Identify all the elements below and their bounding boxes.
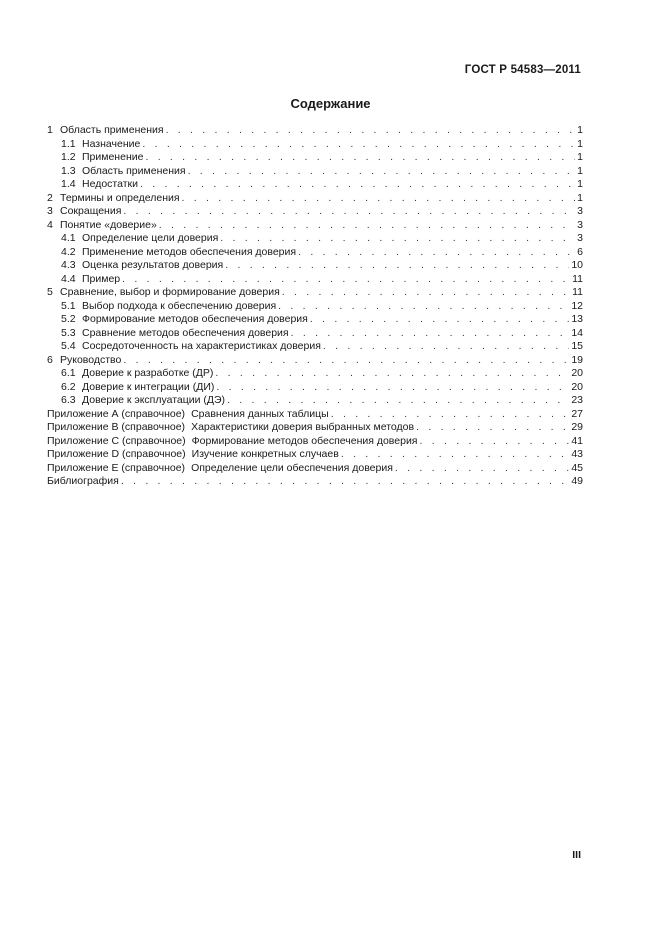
toc-entry[interactable] [47,232,583,246]
dot-leader [123,354,569,368]
toc-entry-number: 6 [47,353,53,366]
toc-entry-title: Пример [82,272,121,285]
appendix-label: Приложение Е (справочное) [47,461,186,474]
toc-entry[interactable] [47,259,583,273]
toc-entry-title: Формирование методов обеспечения доверия [82,313,308,325]
toc-entry[interactable] [47,219,583,233]
toc-entry-title: Характеристики доверия выбранных методов [191,421,415,433]
toc-entry-title: Формирование методов обеспечения доверия [191,434,418,447]
toc-entry-page: 1 [577,191,583,204]
toc-entry[interactable] [47,381,583,395]
dot-leader [282,286,570,300]
toc-entry-title: Применение методов обеспечения доверия [82,245,297,258]
toc-entry-title: Термины и определения [60,191,180,204]
dot-leader [145,151,575,165]
dot-leader [166,124,576,138]
appendix-label: Приложение В (справочное) [47,421,186,433]
document-code: ГОСТ Р 54583—2011 [464,64,581,76]
toc-title: Содержание [290,96,371,111]
dot-leader [291,327,570,341]
dot-leader [188,165,576,179]
toc-appendix-entry[interactable] [47,421,583,435]
toc-entry-title: Изучение конкретных случаев [191,448,339,460]
toc-entry-page: 6 [577,245,583,258]
toc-entry[interactable] [47,327,583,341]
dot-leader [216,381,569,395]
toc-entry-page: 1 [577,151,583,163]
toc-entry-page: 45 [571,461,583,474]
toc-entry-number: 1.1 [61,137,76,150]
toc-appendix-entry[interactable] [47,408,583,422]
toc-entry-number: 3 [47,205,53,217]
toc-entry-title: Доверие к интеграции (ДИ) [82,380,215,393]
dot-leader [310,313,569,327]
toc-entry-page: 3 [577,218,583,231]
toc-entry-title: Сравнение, выбор и формирование доверия [60,286,280,298]
toc-entry-number: 6.2 [61,380,76,393]
toc-entry[interactable] [47,475,583,489]
toc-entry-title: Применение [82,151,144,163]
table-of-contents [47,124,583,489]
toc-entry[interactable] [47,246,583,260]
toc-entry[interactable] [47,205,583,219]
toc-entry-title: Сосредоточенность на характеристиках доверия [82,340,321,352]
toc-entry-number: 1.3 [61,164,76,177]
appendix-label: Приложение С (справочное) [47,434,186,447]
toc-entry-title: Назначение [82,137,141,150]
dot-leader [341,448,569,462]
toc-entry-number: 5.4 [61,340,76,352]
toc-entry-title: Понятие «доверие» [60,218,157,231]
toc-entry-title: Сравнения данных таблицы [191,407,329,420]
dot-leader [416,421,569,435]
dot-leader [159,219,575,233]
dot-leader [220,232,575,246]
toc-entry-number: 1.4 [61,178,76,190]
toc-entry-number: 6.3 [61,394,76,406]
toc-entry-number: 2 [47,191,53,204]
dot-leader [331,408,570,422]
toc-entry-page: 14 [571,326,583,339]
toc-appendix-entry[interactable] [47,448,583,462]
toc-entry[interactable] [47,138,583,152]
dot-leader [123,205,575,219]
toc-entry-title: Выбор подхода к обеспечению доверия [82,299,277,312]
toc-entry-page: 41 [571,434,583,447]
toc-entry-title: Область применения [82,164,186,177]
toc-entry-page: 20 [571,380,583,393]
toc-entry-page: 27 [571,407,583,420]
page-number: III [572,849,581,861]
dot-leader [122,273,570,287]
toc-entry-page: 49 [571,475,583,487]
toc-entry-number: 1 [47,124,53,136]
toc-entry-page: 20 [571,367,583,379]
dot-leader [278,300,569,314]
dot-leader [323,340,569,354]
toc-entry-page: 29 [571,421,583,433]
toc-entry-title: Доверие к эксплуатации (ДЭ) [82,394,226,406]
toc-appendix-entry[interactable] [47,462,583,476]
toc-appendix-entry[interactable] [47,435,583,449]
toc-entry-page: 1 [577,124,583,136]
toc-entry-title: Оценка результатов доверия [82,259,224,271]
toc-entry-title: Область применения [60,124,164,136]
toc-entry-number: 5.1 [61,299,76,312]
toc-entry-page: 19 [571,353,583,366]
toc-entry-page: 1 [577,178,583,190]
toc-entry-number: 6.1 [61,367,76,379]
toc-entry-page: 15 [571,340,583,352]
dot-leader [182,192,576,206]
toc-entry-page: 10 [571,259,583,271]
dot-leader [395,462,569,476]
toc-entry[interactable] [47,192,583,206]
toc-entry[interactable] [47,354,583,368]
toc-entry-title: Доверие к разработке (ДР) [82,367,214,379]
toc-entry-title: Недостатки [82,178,138,190]
toc-entry-number: 5 [47,286,53,298]
toc-entry-page: 11 [572,272,583,285]
toc-entry-number: 1.2 [61,151,76,163]
toc-entry-page: 1 [577,164,583,177]
toc-entry[interactable] [47,178,583,192]
toc-entry-title: Библиография [47,475,119,487]
toc-entry-number: 4.2 [61,245,76,258]
dot-leader [298,246,575,260]
toc-entry-page: 11 [572,286,583,298]
toc-entry[interactable] [47,340,583,354]
appendix-label: Приложение А (справочное) [47,407,186,420]
toc-entry-number: 4 [47,218,53,231]
dot-leader [225,259,569,273]
dot-leader [121,475,569,489]
toc-entry[interactable] [47,273,583,287]
toc-entry-page: 23 [571,394,583,406]
toc-entry-page: 3 [577,232,583,244]
toc-entry-number: 5.3 [61,326,76,339]
dot-leader [140,178,575,192]
toc-entry-title: Сравнение методов обеспечения доверия [82,326,289,339]
toc-entry[interactable] [47,165,583,179]
toc-entry-page: 3 [577,205,583,217]
toc-entry-page: 12 [571,299,583,312]
toc-entry[interactable] [47,124,583,138]
toc-entry[interactable] [47,151,583,165]
toc-entry[interactable] [47,300,583,314]
toc-entry-page: 13 [571,313,583,325]
dot-leader [227,394,569,408]
toc-entry-number: 4.1 [61,232,76,244]
toc-entry[interactable] [47,286,583,300]
toc-entry-number: 5.2 [61,313,76,325]
dot-leader [215,367,569,381]
toc-entry[interactable] [47,313,583,327]
toc-entry-title: Определение цели доверия [82,232,219,244]
toc-entry[interactable] [47,367,583,381]
toc-entry-page: 43 [571,448,583,460]
toc-entry-number: 4.3 [61,259,76,271]
appendix-label: Приложение D (справочное) [47,448,186,460]
toc-entry-title: Определение цели обеспечения доверия [191,461,393,474]
toc-entry-page: 1 [577,137,583,150]
toc-entry[interactable] [47,394,583,408]
toc-entry-number: 4.4 [61,272,76,285]
dot-leader [142,138,575,152]
toc-entry-title: Руководство [60,353,122,366]
toc-entry-title: Сокращения [60,205,122,217]
dot-leader [420,435,570,449]
